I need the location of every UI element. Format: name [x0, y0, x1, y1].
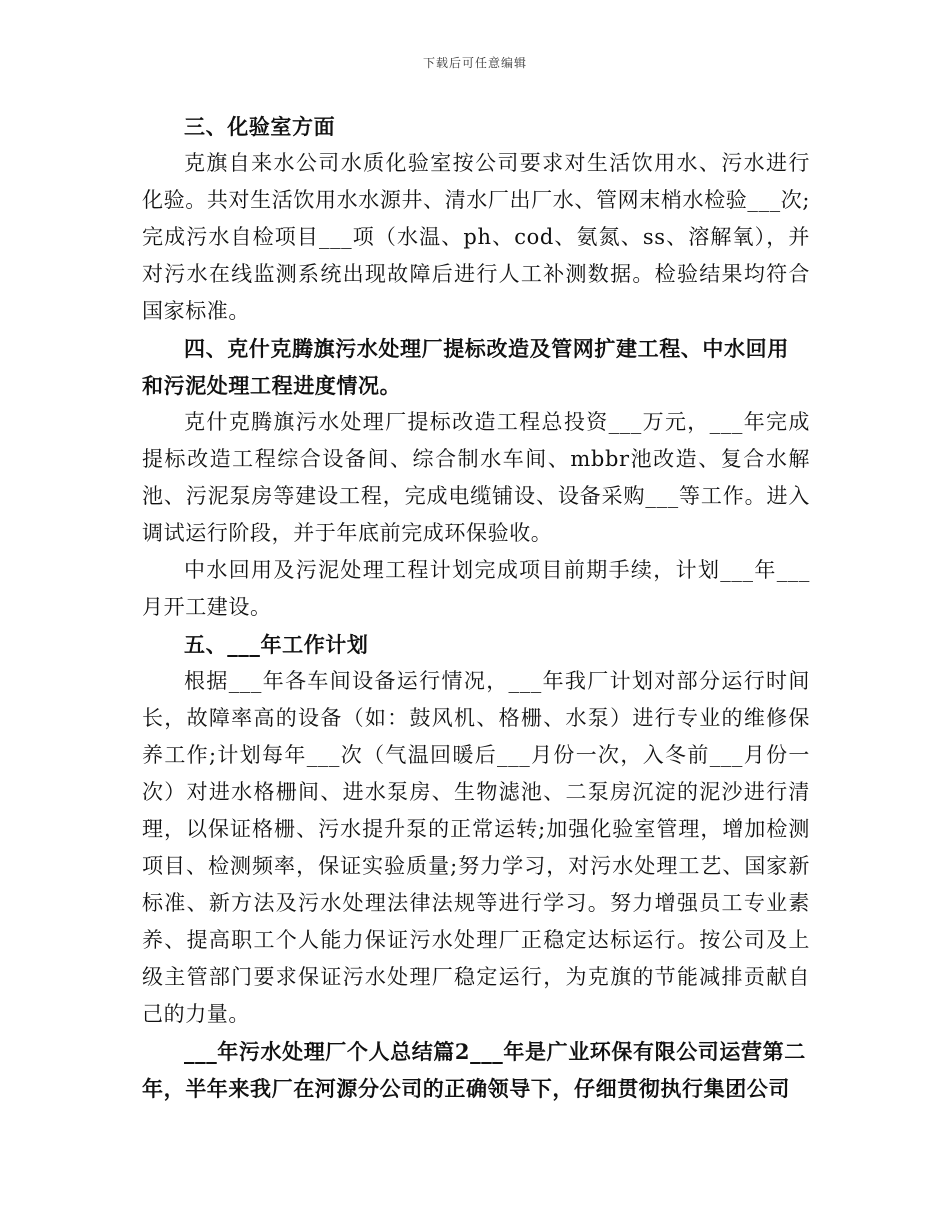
header-note: 下载后可任意编辑 — [422, 56, 527, 70]
section-heading-plan: 五、___年工作计划 — [184, 632, 369, 657]
paragraph-upgrade: 克什克腾旗污水处理厂提标改造工程总投资___万元，___年完成提标改造工程综合设备间、综合制水车间、mbbr池改造、复合水解池、污泥泵房等建设工程，完成电缆铺设、设备采购___等工作。进入调试运行阶段，并于年底前完成环保验收。 — [142, 410, 810, 545]
document-body — [142, 108, 810, 1107]
paragraph-plan: 根据___年各车间设备运行情况，___年我厂计划对部分运行时间长，故障率高的设备（如：鼓风机、格栅、水泵）进行专业的维修保养工作;计划每年___次（气温回暖后___月份一次，入冬前___月份一次）对进水格栅间、进水泵房、生物滤池、二泵房沉淀的泥沙进行清理，以保证格栅、污水提升泵的正常运转;加强化验室管理，增加检测项目、检测频率，保证实验质量;努力学习，对污水处理工艺、国家新标准、新方法及污水处理法律法规等进行学习。努力增强员工专业素养、提高职工个人能力保证污水处理厂正稳定达标运行。按公司及上级主管部门要求保证污水处理厂稳定运行，为克旗的节能减排贡献自己的力量。 — [142, 669, 810, 1026]
section-heading-upgrade: 四、克什克腾旗污水处理厂提标改造及管网扩建工程、中水回用和污泥处理工程进度情况。 — [142, 336, 789, 398]
paragraph-lab: 克旗自来水公司水质化验室按公司要求对生活饮用水、污水进行化验。共对生活饮用水水源井、清水厂出厂水、管网末梢水检验___次;完成污水自检项目___项（水温、ph、cod、氨氮、ss、溶解氧），并对污水在线监测系统出现故障后进行人工补测数据。检验结果均符合国家标准。 — [142, 151, 810, 323]
paragraph-reuse: 中水回用及污泥处理工程计划完成项目前期手续，计划___年___月开工建设。 — [142, 558, 810, 619]
section-heading-lab: 三、化验室方面 — [184, 114, 336, 139]
section-heading-summary-2: ___年污水处理厂个人总结篇2___年是广业环保有限公司运营第二年，半年来我厂在河源分公司的正确领导下，仔细贯彻执行集团公司 — [142, 1039, 806, 1101]
